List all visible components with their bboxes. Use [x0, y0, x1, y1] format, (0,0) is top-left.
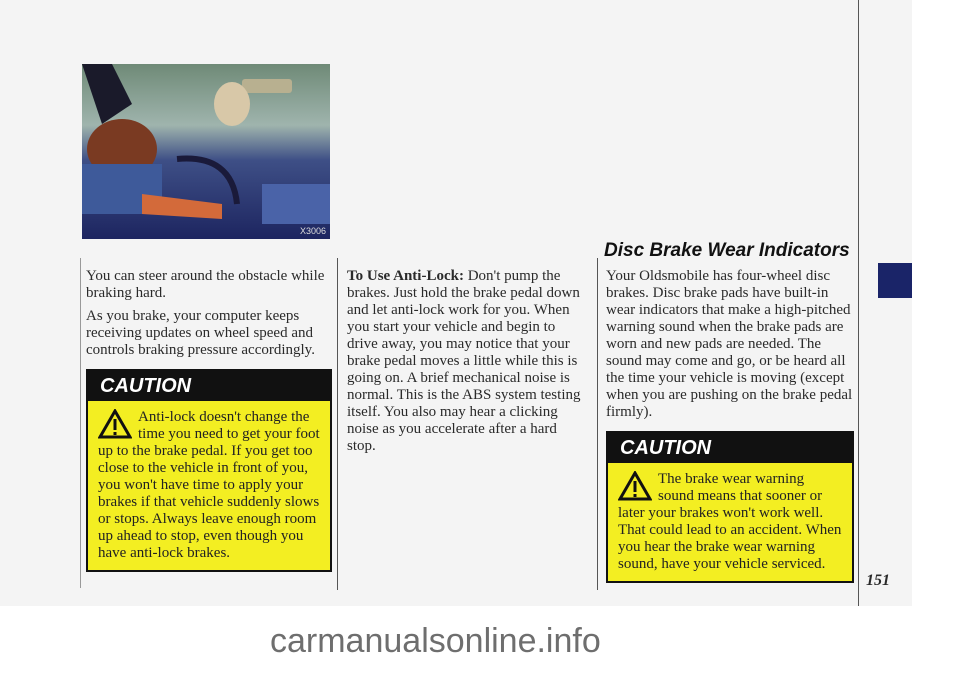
caution-box — [606, 431, 854, 583]
caution-box — [86, 369, 332, 572]
paragraph: Don't pump the brakes. Just hold the brake pedal down and let anti-lock work for you. When you start your vehicle and begin to drive away, you may notice that your brake pedal moves a little while this is going on. A brief mechanical noise is normal. This is the ABS system testing itself. You also may hear a clicking noise as you accelerate after a hard stop. — [347, 268, 581, 454]
caution-title: CAUTION — [608, 433, 852, 463]
figure-code: X3006 — [299, 226, 326, 236]
paragraph: You can steer around the obstacle while braking hard. — [86, 268, 325, 301]
section-tab-marker — [878, 263, 912, 298]
caution-title: CAUTION — [88, 371, 330, 401]
watermark: carmanualsonline.info — [270, 622, 601, 660]
lead-in: To Use Anti-Lock: — [347, 268, 464, 284]
column-divider — [80, 258, 81, 588]
column-2 — [347, 268, 581, 461]
column-divider — [337, 258, 338, 590]
column-1 — [86, 268, 332, 572]
column-divider — [597, 258, 598, 590]
warning-triangle-icon — [618, 471, 652, 501]
paragraph: Your Oldsmobile has four-wheel disc brakes. Disc brake pads have built-in wear indicators that make a high-pitched warning sound when the brake pads are worn and new pads are needed. The sound may come and go, or be heard all the time your vehicle is moving (except when you are pushing on the brake pedal firmly). — [606, 268, 853, 420]
column-divider — [858, 0, 859, 606]
illustration-driver-braking — [82, 64, 330, 239]
paragraph: As you brake, your computer keeps receiving updates on wheel speed and controls braking pressure accordingly. — [86, 308, 315, 358]
page-number: 151 — [866, 572, 890, 589]
warning-triangle-icon — [98, 409, 132, 439]
section-heading: Disc Brake Wear Indicators — [604, 240, 850, 261]
driver-illustration — [82, 64, 330, 239]
caution-text: The brake wear warning sound means that sooner or later your brakes won't work well. That could lead to an accident. When you hear the brake wear warning sound, have your vehicle serviced. — [618, 471, 842, 572]
caution-text: Anti-lock doesn't change the time you need to get your foot up to the brake pedal. If you get too close to the vehicle in front of you, you won't have time to apply your brakes if that vehicle suddenly slows or stops. Always leave enough room up ahead to stop, even though you have anti-lock brakes. — [98, 409, 320, 561]
column-3 — [606, 268, 854, 583]
